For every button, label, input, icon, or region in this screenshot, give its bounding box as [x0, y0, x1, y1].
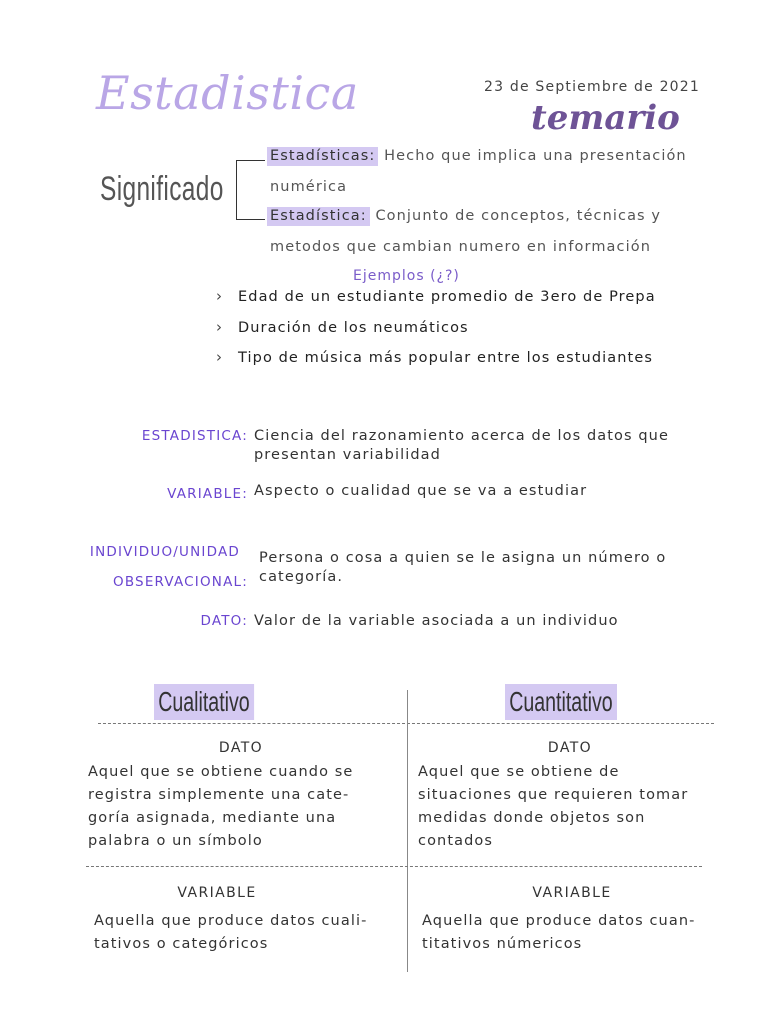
cell-line: Aquel que se obtiene cuando se	[88, 764, 354, 780]
example-item	[216, 318, 469, 336]
cell-line: situaciones que requieren tomar	[418, 787, 689, 803]
cell-line: palabra o un símbolo	[88, 833, 263, 849]
cell-line: Aquella que produce datos cuali-	[94, 913, 368, 929]
divider-dashed	[86, 866, 702, 867]
page-title: Estadistica	[96, 66, 359, 120]
term-estadistica-highlight: Estadística:	[267, 207, 370, 226]
cell-left-variable	[94, 910, 400, 956]
cell-line: Aquella que produce datos cuan-	[422, 913, 696, 929]
cell-line: contados	[418, 833, 494, 849]
def-variable: Aspecto o cualidad que se va a estudiar	[254, 483, 588, 499]
divider-dashed	[98, 723, 714, 724]
subtitle-temario: temario	[531, 98, 680, 138]
example-item	[216, 348, 653, 366]
definition-line-1	[267, 148, 687, 164]
cell-left-dato	[88, 761, 392, 853]
def-estadistica-1: Ciencia del razonamiento acerca de los datos que	[254, 428, 669, 444]
chevron-right-icon: ›	[216, 348, 224, 366]
cell-right-variable	[422, 910, 728, 956]
cell-line: goría asignada, mediante una	[88, 810, 337, 826]
term-dato: DATO:	[200, 613, 248, 629]
definition-line-3	[267, 208, 661, 224]
cell-line: Aquel que se obtiene de	[418, 764, 620, 780]
date-label: 23 de Septiembre de 2021	[484, 79, 701, 95]
def-individuo-1: Persona o cosa a quien se le asigna un número o	[259, 550, 667, 566]
example-text: Duración de los neumáticos	[238, 320, 469, 336]
label-dato-right: DATO	[547, 740, 593, 756]
chevron-right-icon: ›	[216, 287, 224, 305]
example-text: Tipo de música más popular entre los estudiantes	[238, 350, 654, 366]
heading-cualitativo: Cualitativo	[154, 684, 254, 720]
column-divider	[407, 690, 408, 972]
cell-line: registra simplemente una cate-	[88, 787, 350, 803]
term-variable: VARIABLE:	[167, 486, 248, 502]
definition-line-2: numérica	[270, 179, 348, 195]
def-individuo-2: categoría.	[259, 569, 344, 585]
label-variable-left: VARIABLE	[177, 885, 257, 901]
term-individuo-1: INDIVIDUO/UNIDAD	[89, 544, 240, 560]
label-dato-left: DATO	[218, 740, 264, 756]
definition-text: Hecho que implica una presentación	[378, 148, 687, 164]
significado-bracket	[236, 160, 265, 220]
label-variable-right: VARIABLE	[532, 885, 612, 901]
def-dato: Valor de la variable asociada a un individuo	[254, 613, 619, 629]
definition-text: Conjunto de conceptos, técnicas y	[369, 208, 662, 224]
cell-line: medidas donde objetos son	[418, 810, 646, 826]
example-item	[216, 287, 656, 305]
chevron-right-icon: ›	[216, 318, 224, 336]
cell-line: tativos o categóricos	[94, 936, 269, 952]
term-individuo-2: OBSERVACIONAL:	[113, 574, 248, 590]
example-text: Edad de un estudiante promedio de 3ero de Prepa	[238, 289, 656, 305]
cell-right-dato	[418, 761, 720, 853]
ejemplos-heading: Ejemplos (¿?)	[353, 268, 460, 284]
heading-cuantitativo: Cuantitativo	[505, 684, 617, 720]
cell-line: titativos númericos	[422, 936, 583, 952]
definition-line-4: metodos que cambian numero en información	[270, 239, 652, 255]
term-estadistica: ESTADISTICA:	[141, 428, 248, 444]
term-estadisticas-highlight: Estadísticas:	[267, 147, 378, 166]
def-estadistica-2: presentan variabilidad	[254, 447, 441, 463]
significado-label: Significado	[100, 170, 224, 208]
